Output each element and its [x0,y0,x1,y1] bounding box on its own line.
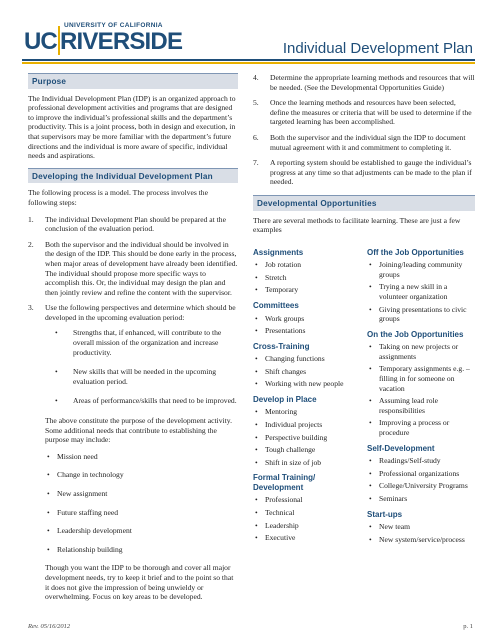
opportunities-left-col [253,242,361,548]
group-list [253,260,361,295]
list-item: • Tough challenge [253,445,361,455]
list-item: • Mentoring [253,407,361,417]
list-item: • Areas of performance/skills that need to be improved. [49,396,238,406]
group-title-committees: Committees [253,301,299,310]
list-item: • Changing functions [253,354,361,364]
list-item: • Leadership [253,521,361,531]
group-list [367,342,475,437]
perspectives-list [45,328,238,406]
opportunities-heading: Developmental Opportunities [253,195,475,211]
group-title-cross-training: Cross-Training [253,341,310,351]
step-number: 3. [28,303,34,313]
list-item: • Temporary [253,285,361,295]
group-title-formal-training: Formal Training/ Development [253,473,316,492]
list-item: • Technical [253,508,361,518]
list-item: • Taking on new projects or assignments [367,342,475,361]
list-item: • Shift in size of job [253,458,361,468]
logo-university-text: UNIVERSITY OF CALIFORNIA [64,22,163,29]
step-text: Once the learning methods and resources have been selected, define the measures or criteria that will be used to determine if the targeted learning has been accomplished. [270,98,472,127]
list-item: • Perspective building [253,433,361,443]
developing-intro: The following process is a model. The process involves the following steps: [28,188,208,207]
list-item: • Individual projects [253,420,361,430]
group-title-off-the-job: Off the Job Opportunities [367,247,464,257]
needs-list [45,452,238,555]
list-item: • Work groups [253,314,361,324]
group-list [367,522,475,544]
group-list [253,407,361,467]
opportunities-right-col [367,242,475,548]
step-number: 6. [253,132,259,142]
page-header [0,0,495,66]
revision-date: Rev. 05/16/2012 [28,623,71,630]
step-item [253,98,475,127]
list-item: • New assignment [45,489,238,499]
header-rule-blue [22,59,475,61]
list-item: • Future staffing need [45,508,238,518]
developing-heading: Developing the Individual Development Plan [28,168,238,184]
step-number: 1. [28,214,34,224]
step-text: Determine the appropriate learning methods and resources that will be needed. (See the Developmental Opportunities Guide) [270,73,475,92]
purpose-constitute-text: The above constitute the purpose of the development activity. Some additional needs that contribute to establishing the purpose may include: [45,416,232,445]
list-item: • New system/service/process [367,535,475,545]
list-item: • Strengths that, if enhanced, will contribute to the overall mission of the organization and increase productivity. [49,328,238,357]
group-title-develop-in-place: Develop in Place [253,394,317,404]
step-text: Use the following perspectives and determine which should be developed in the upcoming evaluation period: [45,303,236,322]
purpose-text: The Individual Development Plan (IDP) is an organized approach to professional development activities and programs that are designed to improve the individual’s professional skills and the department’s productivity. This is a joint process, both in design and execution, in that supervisors may be more familiar with the department’s future directions and the individual is more aware of specific, individual needs and aspirations. [28,93,236,161]
list-item: • Temporary assignments e.g. – filling in for someone on vacation [367,364,475,393]
list-item: • Shift changes [253,367,361,377]
list-item: • Leadership development [45,526,238,536]
list-item: • Job rotation [253,260,361,270]
step-text: Both the supervisor and the individual sign the IDP to document mutual agreement with it and commitment to completing it. [270,132,466,152]
page-title: Individual Development Plan [282,40,473,57]
header-rule-gold [22,62,475,64]
step-item [253,73,475,92]
group-list [253,354,361,389]
list-item: • Professional [253,495,361,505]
step-item [253,133,475,152]
list-item: • Stretch [253,273,361,283]
list-item: • Change in technology [45,470,238,480]
step-number: 5. [253,98,259,108]
list-item: • New team [367,522,475,532]
step-text: The individual Development Plan should be prepared at the conclusion of the evaluation period. [45,214,226,234]
group-list [367,456,475,503]
group-title-self-development: Self-Development [367,443,435,453]
group-list [367,260,475,324]
logo-riverside-text: RIVERSIDE [60,28,183,55]
group-title-on-the-job: On the Job Opportunities [367,329,464,339]
list-item: • Improving a process or procedure [367,418,475,437]
list-item: • Executive [253,533,361,543]
step-text: Both the supervisor and the individual should be involved in the design of the IDP. This should be done early in the process, when major areas of development have already been identified. The individual should propose more specific ways to accomplish this. Or, the individual may design the plan and then jointly review and refine the content with the supervisor. [45,239,238,297]
list-item: • Mission need [45,452,238,462]
list-item: • Seminars [367,494,475,504]
step-number: 4. [253,73,259,82]
list-item: • Assuming lead role responsibilities [367,396,475,415]
step-item [28,303,238,601]
opportunities-intro: There are several methods to facilitate learning. These are just a few examples [253,215,461,235]
step-item [253,158,475,187]
group-title-assignments: Assignments [253,247,304,257]
list-item: • Relationship building [45,545,238,555]
group-title-start-ups: Start-ups [367,509,403,519]
list-item: • Trying a new skill in a volunteer organization [367,282,475,301]
purpose-heading: Purpose [28,73,238,89]
steps-list-right [253,73,475,187]
step-item [28,215,238,234]
right-column [253,73,475,548]
list-item: • Working with new people [253,379,361,389]
list-item: • Readings/Self-study [367,456,475,466]
group-list [253,495,361,542]
list-item: • College/University Programs [367,481,475,491]
step-text: A reporting system should be established to gauge the individual’s progress at any time so that adjustments can be made to the plan if needed. [270,158,472,187]
group-list [253,314,361,336]
steps-list-left [28,215,238,602]
list-item: • New skills that will be needed in the upcoming evaluation period. [49,367,238,386]
opportunities-grid [253,242,475,548]
closing-text: Though you want the IDP to be thorough and cover all major development needs, try to keep it brief and to the point so that it does not give the impression of being unwieldy or overwhelming. Focus on key areas to be developed. [45,563,234,602]
logo-uc-text: UC [24,28,57,55]
page-number: p. 1 [463,623,473,630]
left-column [28,73,238,609]
list-item: • Giving presentations to civic groups [367,305,475,324]
list-item: • Joining/leading community groups [367,260,475,279]
list-item: • Presentations [253,326,361,336]
step-number: 7. [253,158,259,168]
list-item: • Professional organizations [367,469,475,479]
step-item [28,240,238,298]
step-number: 2. [28,239,34,249]
